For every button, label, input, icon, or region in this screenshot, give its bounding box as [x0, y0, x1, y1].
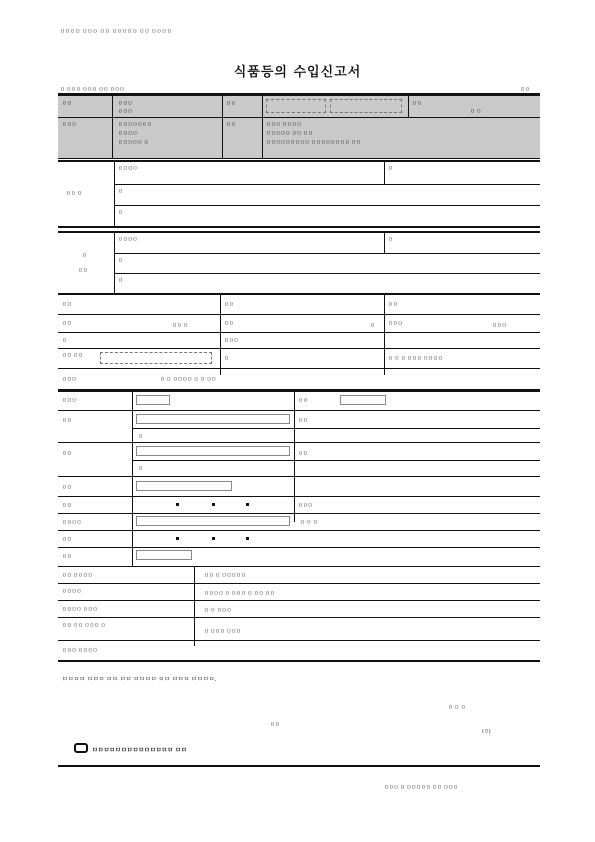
- item-2-sub: ㅁ: [138, 434, 143, 440]
- grey-col-3: [262, 96, 263, 158]
- info-5-label-1: ㅁㅁㅁ: [62, 377, 77, 383]
- item-1-label: ㅁㅁㅁ: [62, 398, 77, 404]
- declaration-text: ㅁㅁㅁㅁ ㅁㅁㅁ ㅁㅁ ㅁㅁ ㅁㅁㅁㅁ ㅁㅁ ㅁㅁㅁ ㅁㅁㅁㅁ.: [62, 676, 217, 683]
- signer-label: ㅁㅁ: [270, 722, 280, 728]
- item-3-sub-line: [132, 460, 540, 461]
- info-row-line-4: [58, 368, 540, 369]
- applicant-bottom-rule: [58, 226, 540, 228]
- importer-split: [384, 233, 385, 253]
- long-1-label: ㅁㅁ ㅁㅁㅁㅁ: [62, 573, 93, 579]
- form-instruction: ㅁ ㅁㅁㅁ ㅁㅁㅁ ㅁㅁ ㅁㅁㅁ: [60, 87, 125, 93]
- item-7-dot-1: [176, 537, 179, 540]
- item-row-line-2: [58, 442, 540, 443]
- grey-value-4b: ㅁㅁㅁㅁ: [118, 131, 138, 137]
- info-4-label-2: ㅁ: [224, 356, 229, 362]
- info-row-line-3: [58, 348, 540, 349]
- importer-label-2: ㅁㅁ: [78, 268, 88, 274]
- item-2-mid: ㅁㅁ: [298, 418, 308, 424]
- grey-label-4: ㅁㅁㅁ: [62, 122, 77, 128]
- form-reference-note: ㅁㅁㅁㅁ ㅁㅁㅁ ㅁㅁ ㅁㅁㅁㅁㅁ ㅁㅁ ㅁㅁㅁㅁ: [60, 29, 173, 35]
- importer-field-1-right: ㅁ: [388, 237, 393, 243]
- grey-value-3: ㅁ ㅁ: [470, 109, 482, 115]
- importer-top-rule: [58, 231, 540, 233]
- info-2-label-2: ㅁㅁ: [224, 321, 234, 327]
- grey-col-2: [222, 96, 223, 158]
- importer-row-2: [114, 273, 540, 274]
- long-4-label: ㅁㅁ ㅁㅁ ㅁㅁㅁ ㅁ: [62, 623, 106, 629]
- item-5-mid: ㅁㅁㅁ: [298, 503, 313, 509]
- item-3-box[interactable]: [136, 446, 290, 456]
- applicant-divider: [114, 162, 115, 226]
- item-2-box[interactable]: [136, 414, 290, 424]
- importer-field-3: ㅁ: [118, 278, 123, 284]
- item-1-box-b[interactable]: [340, 395, 386, 405]
- grey-label-5: ㅁㅁ: [226, 122, 236, 128]
- applicant-split: [384, 162, 385, 184]
- importer-field-1: ㅁㅁㅁㅁ: [118, 237, 138, 243]
- importer-bottom-rule: [58, 293, 540, 295]
- page-indicator: ㅁㅁ: [520, 87, 530, 93]
- info-5-value: ㅁ ㅁ ㅁㅁㅁㅁ ㅁ ㅁ ㅁㅁ: [160, 377, 217, 383]
- long-row-line-2: [58, 600, 540, 601]
- grey-col-4: [408, 96, 409, 117]
- info-3-label-2: ㅁㅁㅁ: [224, 338, 239, 344]
- long-2-value: ㅁㅁㅁㅁ ㅁ ㅁㅁㅁ ㅁ ㅁㅁ ㅁㅁ: [204, 591, 275, 597]
- item-6-box[interactable]: [136, 516, 290, 526]
- applicant-top-rule: [58, 160, 540, 162]
- grey-value-5c: ㅁㅁㅁㅁㅁㅁㅁㅁㅁ ㅁㅁㅁㅁㅁㅁㅁㅁ ㅁㅁ: [266, 140, 361, 146]
- number-box-2[interactable]: [330, 99, 402, 113]
- items-col-2: [294, 392, 295, 522]
- long-2-label: ㅁㅁㅁㅁ: [62, 589, 82, 595]
- recipient-office: ㅁㅁㅁㅁㅁㅁㅁㅁㅁㅁㅁㅁㅁㅁ ㅁㅁ: [92, 747, 187, 754]
- info-2-value-3: ㅁㅁㅁ: [492, 323, 507, 329]
- info-1-label-3: ㅁㅁ: [388, 302, 398, 308]
- item-2-sub-line: [132, 428, 540, 429]
- info-4-label-3: ㅁ ㅁ ㅁ ㅁㅁㅁ ㅁㅁㅁㅁ: [388, 356, 443, 362]
- date-line: ㅁ ㅁ ㅁ: [448, 705, 466, 711]
- applicant-field-2: ㅁ: [118, 189, 123, 195]
- importer-label-1: ㅁ: [82, 253, 87, 259]
- applicant-row-2: [114, 205, 540, 206]
- item-5-label: ㅁㅁ: [62, 503, 72, 509]
- seal-mark: (ㅁ): [482, 729, 491, 735]
- items-top-rule: [58, 389, 540, 392]
- info-1-label-1: ㅁㅁ: [62, 302, 72, 308]
- grey-value-4a: ㅁㅁㅁㅁㅁㅁㅁ: [118, 122, 152, 128]
- item-1-mid: ㅁㅁ: [298, 398, 308, 404]
- item-3-sub: ㅁ: [138, 466, 143, 472]
- long-3-value: ㅁ ㅁ ㅁㅁㅁ: [204, 608, 232, 614]
- info-row-line-1: [58, 314, 540, 315]
- importer-divider: [114, 233, 115, 293]
- long-5-label: ㅁㅁㅁ ㅁㅁㅁㅁ: [62, 648, 98, 654]
- grey-value-1b: ㅁㅁㅁ: [118, 109, 133, 115]
- grey-label-2: ㅁㅁ: [226, 101, 236, 107]
- item-4-label: ㅁㅁ: [62, 485, 72, 491]
- applicant-row-1: [114, 184, 540, 185]
- item-row-line-1: [58, 410, 540, 411]
- item-6-label: ㅁㅁㅁㅁ: [62, 520, 82, 526]
- footer-note: ㅁㅁㅁ ㅁ ㅁㅁㅁㅁㅁ ㅁㅁ ㅁㅁㅁ: [384, 785, 458, 791]
- grey-divider: [58, 117, 540, 118]
- items-col-1: [132, 392, 133, 567]
- long-3-label: ㅁㅁㅁㅁ ㅁㅁㅁ: [62, 607, 98, 613]
- grey-value-5a: ㅁㅁㅁ ㅁㅁㅁㅁ: [266, 122, 302, 128]
- info-4-label-1: ㅁㅁ ㅁㅁ: [62, 353, 83, 359]
- applicant-field-1-right: ㅁ: [388, 166, 393, 172]
- grey-col-1: [112, 96, 113, 158]
- grey-label-3: ㅁㅁ: [412, 101, 422, 107]
- item-4-box[interactable]: [136, 481, 232, 491]
- code-entry-box[interactable]: [100, 352, 212, 364]
- applicant-field-3: ㅁ: [118, 210, 123, 216]
- info-2-value-1: ㅁㅁ ㅁ: [172, 323, 189, 329]
- item-7-dot-3: [246, 537, 249, 540]
- item-5-dot-2: [212, 503, 215, 506]
- item-row-line-3: [58, 476, 540, 477]
- grey-label-1: ㅁㅁ: [62, 101, 72, 107]
- item-5-dot-1: [176, 503, 179, 506]
- item-1-box-a[interactable]: [136, 395, 170, 405]
- number-box-1[interactable]: [266, 99, 326, 113]
- long-col: [194, 566, 195, 646]
- document-title: 식품등의 수입신고서: [233, 65, 362, 80]
- item-7-dot-2: [212, 537, 215, 540]
- importer-row-1: [114, 253, 540, 254]
- long-4-value: ㅁ ㅁㅁㅁ ㅁㅁㅁ: [204, 629, 241, 635]
- grey-value-1a: ㅁㅁㅁ: [118, 101, 133, 107]
- info-col-2: [384, 295, 385, 375]
- applicant-field-1: ㅁㅁㅁㅁ: [118, 166, 138, 172]
- importer-field-2: ㅁ: [118, 258, 123, 264]
- footer-rule: [58, 765, 540, 767]
- item-2-label: ㅁㅁ: [62, 418, 72, 424]
- item-5-dot-3: [246, 503, 249, 506]
- info-2-label-1: ㅁㅁ: [62, 321, 72, 327]
- long-1-value: ㅁㅁ ㅁ ㅁㅁㅁㅁㅁ: [204, 573, 246, 579]
- item-7-label: ㅁㅁ: [62, 537, 72, 543]
- grey-value-4c: ㅁㅁㅁㅁㅁ ㅁ: [118, 140, 149, 146]
- item-3-mid: ㅁㅁ: [298, 451, 308, 457]
- info-col-1: [220, 295, 221, 375]
- applicant-label: ㅁㅁ ㅁ: [66, 191, 83, 197]
- item-row-line-6: [58, 530, 540, 531]
- checkbox-icon[interactable]: [74, 743, 88, 753]
- info-2-label-3: ㅁㅁㅁ: [388, 321, 403, 327]
- item-8-box[interactable]: [136, 550, 192, 560]
- info-3-label-1: ㅁ: [62, 338, 67, 344]
- item-6-mid: ㅁ ㅁ ㅁ: [300, 520, 318, 526]
- item-row-line-4: [58, 496, 540, 497]
- item-3-label: ㅁㅁ: [62, 451, 72, 457]
- item-row-line-8: [58, 566, 540, 567]
- grey-value-5b: ㅁㅁㅁㅁㅁ ㅁㅁ ㅁㅁ: [266, 131, 313, 137]
- long-bottom-rule: [58, 660, 540, 662]
- info-row-line-2: [58, 332, 540, 333]
- item-row-line-5: [58, 513, 540, 514]
- item-row-line-7: [58, 547, 540, 548]
- grey-bottom: [58, 158, 540, 159]
- info-2-value-2: ㅁ: [370, 323, 375, 329]
- item-8-label: ㅁㅁ: [62, 554, 72, 560]
- long-row-line-1: [58, 583, 540, 584]
- long-row-line-3: [58, 617, 540, 618]
- info-1-label-2: ㅁㅁ: [224, 302, 234, 308]
- long-row-line-4: [58, 640, 540, 641]
